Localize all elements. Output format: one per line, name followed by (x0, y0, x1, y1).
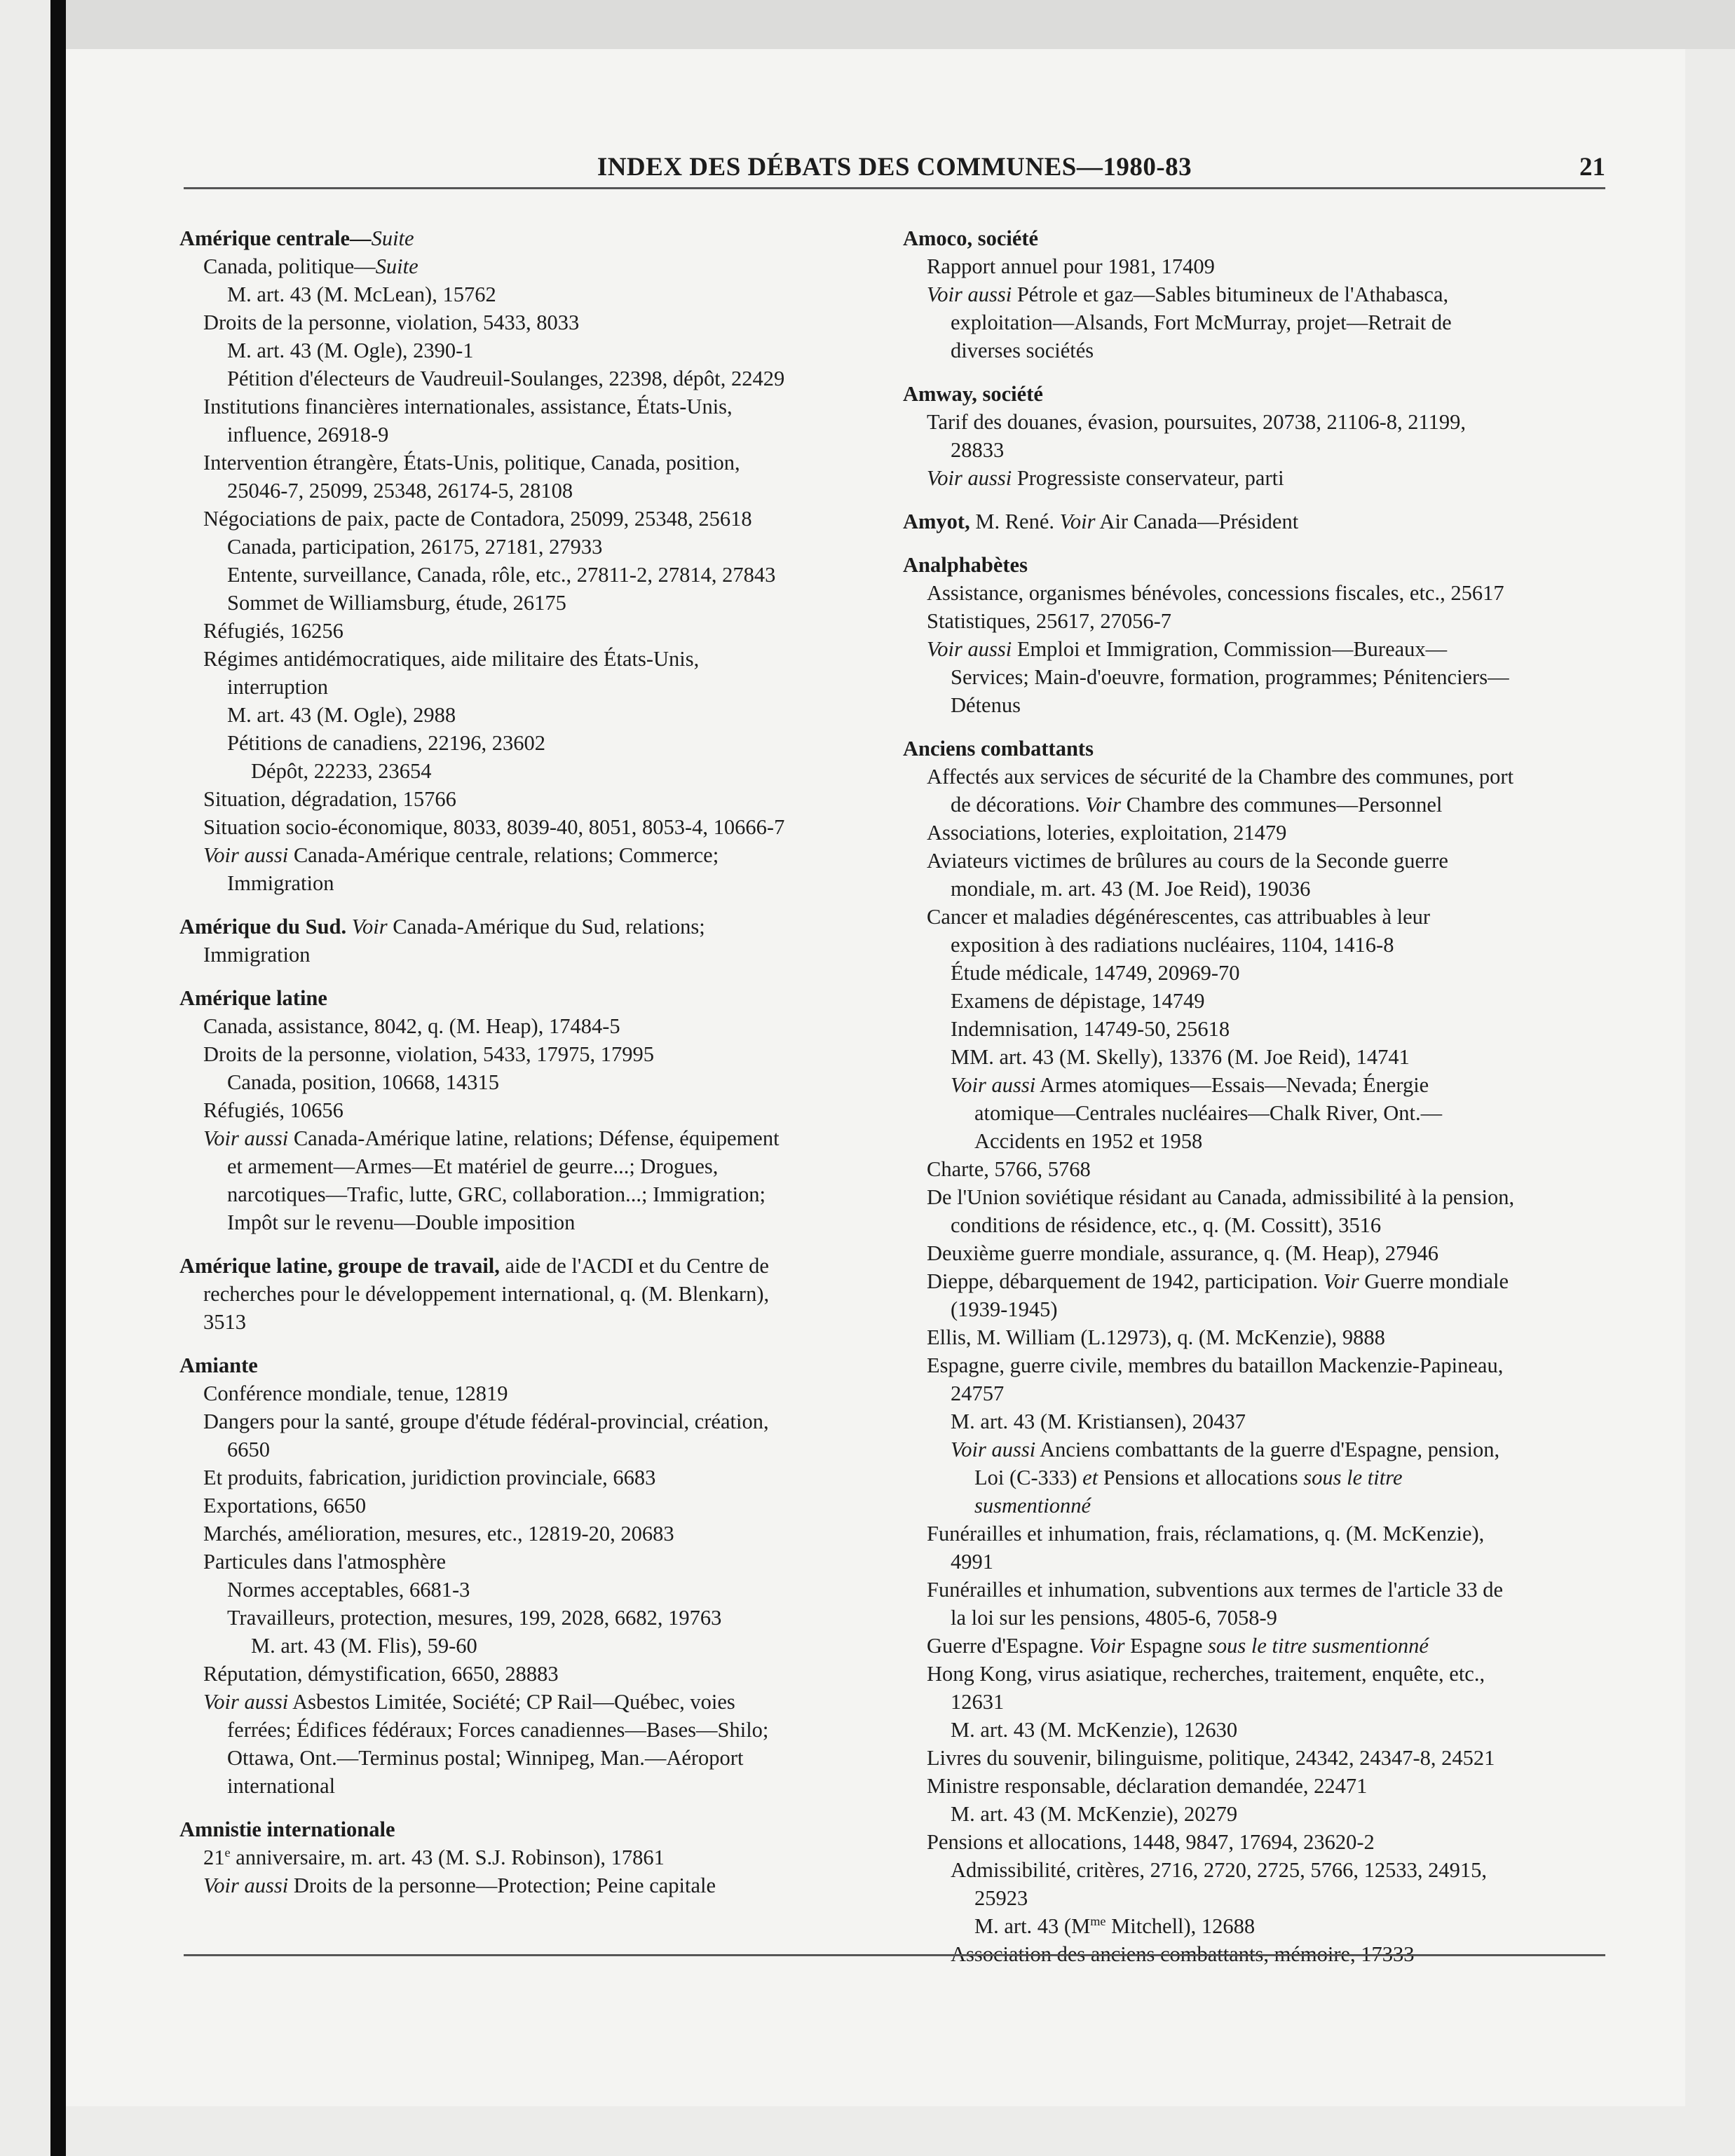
index-text: Amérique centrale— (179, 226, 372, 250)
index-text: (1939-1945) (951, 1297, 1058, 1321)
index-subentry-line (903, 280, 1611, 308)
index-subentry-line (179, 729, 873, 757)
index-text: Régimes antidémocratiques, aide militaire des États-Unis, (203, 647, 700, 671)
index-text: Amway, société (903, 382, 1043, 406)
index-text: Pétitions de canadiens, 22196, 23602 (227, 731, 546, 755)
index-subentry-line (179, 1492, 873, 1520)
index-text: Mitchell), 12688 (1105, 1914, 1256, 1938)
index-subentry-line (179, 785, 873, 813)
index-text: M. art. 43 (M. McKenzie), 12630 (951, 1718, 1238, 1742)
index-text: Voir aussi (927, 637, 1012, 661)
index-text: Tarif des douanes, évasion, poursuites, 20738, 21106-8, 21199, (927, 410, 1466, 434)
index-text (346, 915, 352, 939)
index-subentry-line (179, 1012, 873, 1040)
index-text: Normes acceptables, 6681-3 (227, 1578, 470, 1602)
index-text: M. art. 43 (M. Kristiansen), 20437 (951, 1410, 1246, 1433)
index-text: Armes atomiques—Essais—Nevada; Énergie (1035, 1073, 1429, 1097)
index-text: Voir (1323, 1269, 1359, 1293)
index-subentry-line (903, 1912, 1611, 1940)
index-subentry-line (179, 449, 873, 477)
index-text: conditions de résidence, etc., q. (M. Cossitt), 3516 (951, 1213, 1382, 1237)
index-text: M. art. 43 (M. McKenzie), 20279 (951, 1802, 1238, 1826)
index-text: Analphabètes (903, 553, 1028, 577)
index-subentry-line (179, 1871, 873, 1899)
index-text: Amnistie internationale (179, 1817, 395, 1841)
index-text: Particules dans l'atmosphère (203, 1550, 446, 1574)
index-text: Funérailles et inhumation, subventions aux termes de l'article 33 de (927, 1578, 1504, 1602)
index-heading-line (179, 1252, 873, 1280)
index-text: Voir (1085, 793, 1122, 817)
index-heading-line (179, 1351, 873, 1379)
index-text: exploitation—Alsands, Fort McMurray, projet—Retrait de (951, 311, 1452, 334)
index-subentry-line (903, 791, 1611, 819)
index-text: Hong Kong, virus asiatique, recherches, traitement, enquête, etc., (927, 1662, 1485, 1686)
index-entry (179, 984, 873, 1236)
page-title: INDEX DES DÉBATS DES COMMUNES—1980-83 (597, 153, 1192, 182)
index-text: Pensions et allocations (1098, 1466, 1304, 1489)
index-text: Statistiques, 25617, 27056-7 (927, 609, 1172, 633)
index-text: Amérique latine, groupe de travail, (179, 1254, 500, 1278)
index-text: Livres du souvenir, bilinguisme, politique, 24342, 24347-8, 24521 (927, 1746, 1495, 1770)
index-text: Réputation, démystification, 6650, 28883 (203, 1662, 559, 1686)
index-text: Dieppe, débarquement de 1942, participation. (927, 1269, 1324, 1293)
index-subentry-line (903, 252, 1611, 280)
index-text: me (1090, 1913, 1106, 1928)
index-subentry-line (179, 1407, 873, 1435)
index-subentry-line (903, 607, 1611, 635)
bottom-rule (184, 1954, 1605, 1956)
index-subentry-line (903, 931, 1611, 959)
index-text: e (224, 1845, 231, 1860)
index-text: Suite (375, 254, 419, 278)
index-subentry-line (903, 1688, 1611, 1716)
index-subentry-line (179, 505, 873, 533)
index-subentry-line (903, 1660, 1611, 1688)
index-subentry-line (179, 1688, 873, 1716)
index-text: Canada-Amérique centrale, relations; Commerce; (288, 843, 719, 867)
index-text: Progressiste conservateur, parti (1012, 466, 1284, 490)
index-text: M. René. (969, 510, 1060, 533)
index-text: Réfugiés, 16256 (203, 619, 343, 643)
index-subentry-line (179, 1308, 873, 1336)
index-subentry-line (903, 1239, 1611, 1267)
index-entry (179, 913, 873, 969)
index-subentry-line (179, 1604, 873, 1632)
index-text: 25046-7, 25099, 25348, 26174-5, 28108 (227, 479, 573, 503)
index-subentry-line (903, 691, 1611, 719)
index-subentry-line (903, 579, 1611, 607)
index-text: Amérique latine (179, 986, 327, 1010)
index-text: Espagne, guerre civile, membres du bataillon Mackenzie-Papineau, (927, 1353, 1504, 1377)
index-text: 12631 (951, 1690, 1005, 1714)
index-text: Aviateurs victimes de brûlures au cours de la Seconde guerre (927, 849, 1448, 873)
index-subentry-line (179, 757, 873, 785)
index-text: Ministre responsable, déclaration demandée, 22471 (927, 1774, 1368, 1798)
index-subentry-line (903, 903, 1611, 931)
index-text: Funérailles et inhumation, frais, réclamations, q. (M. McKenzie), (927, 1522, 1485, 1546)
index-subentry-line (903, 1155, 1611, 1183)
index-subentry-line (903, 1379, 1611, 1407)
index-text: Anciens combattants de la guerre d'Espagne, pension, (1035, 1438, 1500, 1461)
index-text: Assistance, organismes bénévoles, concessions fiscales, etc., 25617 (927, 581, 1504, 605)
index-text: Voir aussi (951, 1073, 1036, 1097)
index-text: Charte, 5766, 5768 (927, 1157, 1091, 1181)
index-subentry-line (903, 959, 1611, 987)
index-subentry-line (179, 252, 873, 280)
index-text: Suite (371, 226, 414, 250)
index-subentry-line (903, 1632, 1611, 1660)
index-subentry-line (903, 987, 1611, 1015)
index-subentry-line (179, 1435, 873, 1464)
index-text: Espagne (1124, 1634, 1209, 1658)
index-heading-line (903, 735, 1611, 763)
index-text: Rapport annuel pour 1981, 17409 (927, 254, 1215, 278)
index-text: et (1082, 1466, 1098, 1489)
index-text: Canada, position, 10668, 14315 (227, 1070, 499, 1094)
index-subentry-line (179, 1464, 873, 1492)
index-text: Et produits, fabrication, juridiction provinciale, 6683 (203, 1466, 656, 1489)
index-subentry-line (179, 1124, 873, 1152)
index-text: Affectés aux services de sécurité de la Chambre des communes, port (927, 765, 1514, 789)
index-subentry-line (903, 1548, 1611, 1576)
index-text: Situation, dégradation, 15766 (203, 787, 456, 811)
index-entry (179, 1351, 873, 1800)
index-text: Réfugiés, 10656 (203, 1098, 343, 1122)
index-subentry-line (903, 1576, 1611, 1604)
index-text: Voir aussi (203, 1126, 289, 1150)
index-subentry-line (903, 1295, 1611, 1323)
index-subentry-line (179, 477, 873, 505)
index-text: Admissibilité, critères, 2716, 2720, 2725, 5766, 12533, 24915, (951, 1858, 1487, 1882)
index-subentry-line (903, 336, 1611, 364)
index-subentry-line (903, 1043, 1611, 1071)
index-subentry-line (903, 1744, 1611, 1772)
index-subentry-line (179, 533, 873, 561)
index-text: Pétrole et gaz—Sables bitumineux de l'Athabasca, (1012, 282, 1449, 306)
index-text: Voir (1059, 510, 1096, 533)
index-text: Canada, assistance, 8042, q. (M. Heap), 17484-5 (203, 1014, 620, 1038)
index-subentry-line (903, 1716, 1611, 1744)
index-heading-line (179, 984, 873, 1012)
index-text: Voir (1089, 1634, 1125, 1658)
index-text: anniversaire, m. art. 43 (M. S.J. Robinson), 17861 (230, 1845, 665, 1869)
index-subentry-line (179, 941, 873, 969)
index-text: Ottawa, Ont.—Terminus postal; Winnipeg, Man.—Aéroport (227, 1746, 744, 1770)
index-subentry-line (903, 1828, 1611, 1856)
index-subentry-line (179, 1843, 873, 1871)
index-text: 25923 (974, 1886, 1028, 1910)
index-subentry-line (903, 1800, 1611, 1828)
index-subentry-line (179, 1520, 873, 1548)
index-entry (903, 224, 1611, 364)
index-heading-line (903, 224, 1611, 252)
index-text: Canada-Amérique du Sud, relations; (387, 915, 705, 939)
index-text: sous le titre (1303, 1466, 1403, 1489)
index-text: Dangers pour la santé, groupe d'étude fédéral-provincial, création, (203, 1410, 769, 1433)
index-text: diverses sociétés (951, 339, 1094, 362)
running-head (184, 151, 1605, 189)
index-text: Impôt sur le revenu—Double imposition (227, 1210, 576, 1234)
index-text: Asbestos Limitée, Société; CP Rail—Québec, voies (288, 1690, 735, 1714)
index-text: Travailleurs, protection, mesures, 199, 2028, 6682, 19763 (227, 1606, 722, 1630)
index-text: Droits de la personne—Protection; Peine capitale (288, 1874, 716, 1897)
index-subentry-line (903, 308, 1611, 336)
index-text: Voir aussi (951, 1438, 1036, 1461)
index-text: Sommet de Williamsburg, étude, 26175 (227, 591, 566, 615)
scan-top-band (66, 0, 1735, 49)
index-text: Canada-Amérique latine, relations; Défense, équipement (288, 1126, 780, 1150)
index-text: Étude médicale, 14749, 20969-70 (951, 961, 1240, 985)
index-subentry-line (903, 847, 1611, 875)
index-subentry-line (179, 280, 873, 308)
index-subentry-line (903, 663, 1611, 691)
index-text: M. art. 43 (M. McLean), 15762 (227, 282, 496, 306)
index-text: Guerre mondiale (1359, 1269, 1509, 1293)
index-text: Cancer et maladies dégénérescentes, cas attribuables à leur (927, 905, 1431, 929)
index-subentry-line (903, 1211, 1611, 1239)
index-subentry-line (179, 308, 873, 336)
index-subentry-line (903, 1267, 1611, 1295)
index-text: et armement—Armes—Et matériel de geurre...; Drogues, (227, 1154, 719, 1178)
index-subentry-line (903, 1015, 1611, 1043)
index-text: Anciens combattants (903, 737, 1094, 760)
index-entry (903, 380, 1611, 492)
index-heading-line (903, 380, 1611, 408)
index-column-left (179, 224, 873, 1915)
index-subentry-line (903, 763, 1611, 791)
index-heading-line (179, 913, 873, 941)
index-text: Entente, surveillance, Canada, rôle, etc., 27811-2, 27814, 27843 (227, 563, 776, 587)
index-text: Droits de la personne, violation, 5433, 17975, 17995 (203, 1042, 654, 1066)
index-subentry-line (179, 869, 873, 897)
index-heading-line (179, 1815, 873, 1843)
index-subentry-line (179, 1040, 873, 1068)
index-subentry-line (903, 1492, 1611, 1520)
index-text: Droits de la personne, violation, 5433, 8033 (203, 311, 580, 334)
index-subentry-line (903, 1407, 1611, 1435)
index-text: Intervention étrangère, États-Unis, politique, Canada, position, (203, 451, 740, 475)
page-number: 21 (1579, 153, 1605, 182)
index-text: exposition à des radiations nucléaires, 1104, 1416-8 (951, 933, 1394, 957)
index-text: Pétition d'électeurs de Vaudreuil-Soulanges, 22398, dépôt, 22429 (227, 367, 785, 390)
index-text: Air Canada—Président (1095, 510, 1299, 533)
index-subentry-line (903, 1772, 1611, 1800)
index-text: Négociations de paix, pacte de Contadora, 25099, 25348, 25618 (203, 507, 752, 531)
index-text: Associations, loteries, exploitation, 21479 (927, 821, 1287, 845)
index-subentry-line (179, 1548, 873, 1576)
index-subentry-line (179, 645, 873, 673)
index-subentry-line (903, 1071, 1611, 1099)
index-text: 4991 (951, 1550, 993, 1574)
index-text: narcotiques—Trafic, lutte, GRC, collaboration...; Immigration; (227, 1182, 766, 1206)
index-text: international (227, 1774, 336, 1798)
index-subentry-line (903, 1323, 1611, 1351)
index-text: Dépôt, 22233, 23654 (251, 759, 432, 783)
index-text: Guerre d'Espagne. (927, 1634, 1089, 1658)
index-subentry-line (179, 1632, 873, 1660)
index-entry (903, 735, 1611, 1968)
index-text: Conférence mondiale, tenue, 12819 (203, 1381, 508, 1405)
index-text: ferrées; Édifices fédéraux; Forces canadiennes—Bases—Shilo; (227, 1718, 769, 1742)
index-text: Deuxième guerre mondiale, assurance, q. (M. Heap), 27946 (927, 1241, 1439, 1265)
index-text: atomique—Centrales nucléaires—Chalk River, Ont.— (974, 1101, 1443, 1125)
index-subentry-line (903, 819, 1611, 847)
index-subentry-line (179, 1208, 873, 1236)
index-entry (179, 224, 873, 897)
index-text: de décorations. (951, 793, 1086, 817)
index-subentry-line (903, 1435, 1611, 1464)
index-text: la loi sur les pensions, 4805-6, 7058-9 (951, 1606, 1277, 1630)
index-subentry-line (179, 1772, 873, 1800)
index-subentry-line (179, 617, 873, 645)
index-text: Amiante (179, 1353, 258, 1377)
index-text: Amyot, (903, 510, 970, 533)
index-text: Institutions financières internationales, assistance, États-Unis, (203, 395, 733, 418)
index-text: Détenus (951, 693, 1021, 717)
index-subentry-line (179, 336, 873, 364)
index-text: Voir aussi (203, 1874, 289, 1897)
index-text: 28833 (951, 438, 1005, 462)
index-subentry-line (179, 1716, 873, 1744)
index-text: 24757 (951, 1381, 1005, 1405)
index-subentry-line (179, 1068, 873, 1096)
index-subentry-line (903, 1464, 1611, 1492)
index-subentry-line (179, 1096, 873, 1124)
index-subentry-line (179, 673, 873, 701)
index-subentry-line (903, 1183, 1611, 1211)
index-text: 6650 (227, 1438, 270, 1461)
index-entry (903, 551, 1611, 719)
index-text: Loi (C-333) (974, 1466, 1083, 1489)
index-text: M. art. 43 (M (974, 1914, 1091, 1938)
index-text: Emploi et Immigration, Commission—Bureaux— (1012, 637, 1448, 661)
index-subentry-line (179, 1280, 873, 1308)
index-entry (903, 507, 1611, 535)
index-subentry-line (179, 589, 873, 617)
index-subentry-line (903, 875, 1611, 903)
index-text: Voir aussi (927, 282, 1012, 306)
index-text: MM. art. 43 (M. Skelly), 13376 (M. Joe Reid), 14741 (951, 1045, 1410, 1069)
index-text: Canada, participation, 26175, 27181, 27933 (227, 535, 603, 559)
index-subentry-line (179, 1660, 873, 1688)
index-subentry-line (903, 1884, 1611, 1912)
index-text: Situation socio-économique, 8033, 8039-40, 8051, 8053-4, 10666-7 (203, 815, 785, 839)
index-heading-line (903, 551, 1611, 579)
index-text: Marchés, amélioration, mesures, etc., 12819-20, 20683 (203, 1522, 674, 1546)
index-text: M. art. 43 (M. Flis), 59-60 (251, 1634, 477, 1658)
index-subentry-line (903, 1127, 1611, 1155)
index-column-right (903, 224, 1611, 1984)
index-text: 21 (203, 1845, 225, 1869)
index-text: M. art. 43 (M. Ogle), 2390-1 (227, 339, 474, 362)
index-text: M. art. 43 (M. Ogle), 2988 (227, 703, 456, 727)
index-subentry-line (179, 1744, 873, 1772)
index-text: Exportations, 6650 (203, 1494, 367, 1517)
index-subentry-line (903, 635, 1611, 663)
index-text: Voir (351, 915, 388, 939)
index-subentry-line (903, 436, 1611, 464)
index-text: Immigration (203, 943, 311, 967)
index-entry (179, 1815, 873, 1899)
index-entry (179, 1252, 873, 1336)
index-text: Voir aussi (203, 1690, 289, 1714)
index-subentry-line (179, 561, 873, 589)
index-text: sous le titre susmentionné (1208, 1634, 1429, 1658)
index-text: Voir aussi (927, 466, 1012, 490)
index-subentry-line (179, 364, 873, 393)
index-subentry-line (903, 464, 1611, 492)
index-subentry-line (179, 1379, 873, 1407)
index-subentry-line (179, 841, 873, 869)
index-text: 3513 (203, 1310, 246, 1334)
index-subentry-line (903, 1604, 1611, 1632)
index-text: Immigration (227, 871, 334, 895)
index-text: Canada, politique— (203, 254, 376, 278)
index-text: Amérique du Sud. (179, 915, 347, 939)
index-subentry-line (903, 1520, 1611, 1548)
index-text: interruption (227, 675, 328, 699)
index-text: Examens de dépistage, 14749 (951, 989, 1205, 1013)
index-subentry-line (179, 1180, 873, 1208)
index-heading-line (903, 507, 1611, 535)
index-subentry-line (903, 1351, 1611, 1379)
index-subentry-line (903, 1099, 1611, 1127)
index-subentry-line (179, 1576, 873, 1604)
scan-edge (50, 0, 66, 2156)
index-subentry-line (179, 701, 873, 729)
index-subentry-line (903, 1856, 1611, 1884)
index-subentry-line (903, 408, 1611, 436)
index-text: mondiale, m. art. 43 (M. Joe Reid), 19036 (951, 877, 1311, 901)
index-subentry-line (179, 393, 873, 421)
index-text: susmentionné (974, 1494, 1091, 1517)
index-heading-line (179, 224, 873, 252)
index-text: Indemnisation, 14749-50, 25618 (951, 1017, 1230, 1041)
index-subentry-line (179, 1152, 873, 1180)
index-subentry-line (179, 813, 873, 841)
index-text: Accidents en 1952 et 1958 (974, 1129, 1203, 1153)
index-text: influence, 26918-9 (227, 423, 389, 446)
index-text: Pensions et allocations, 1448, 9847, 17694, 23620-2 (927, 1830, 1375, 1854)
index-text: Voir aussi (203, 843, 289, 867)
index-text: Services; Main-d'oeuvre, formation, programmes; Pénitenciers— (951, 665, 1509, 689)
index-text: Chambre des communes—Personnel (1121, 793, 1443, 817)
index-text: Amoco, société (903, 226, 1039, 250)
index-text: aide de l'ACDI et du Centre de (499, 1254, 769, 1278)
index-text: Association des anciens combattants, mémoire, 17333 (951, 1942, 1415, 1966)
index-text: Ellis, M. William (L.12973), q. (M. McKenzie), 9888 (927, 1325, 1385, 1349)
index-subentry-line (179, 421, 873, 449)
index-text: De l'Union soviétique résidant au Canada, admissibilité à la pension, (927, 1185, 1515, 1209)
index-text: recherches pour le développement international, q. (M. Blenkarn), (203, 1282, 770, 1306)
